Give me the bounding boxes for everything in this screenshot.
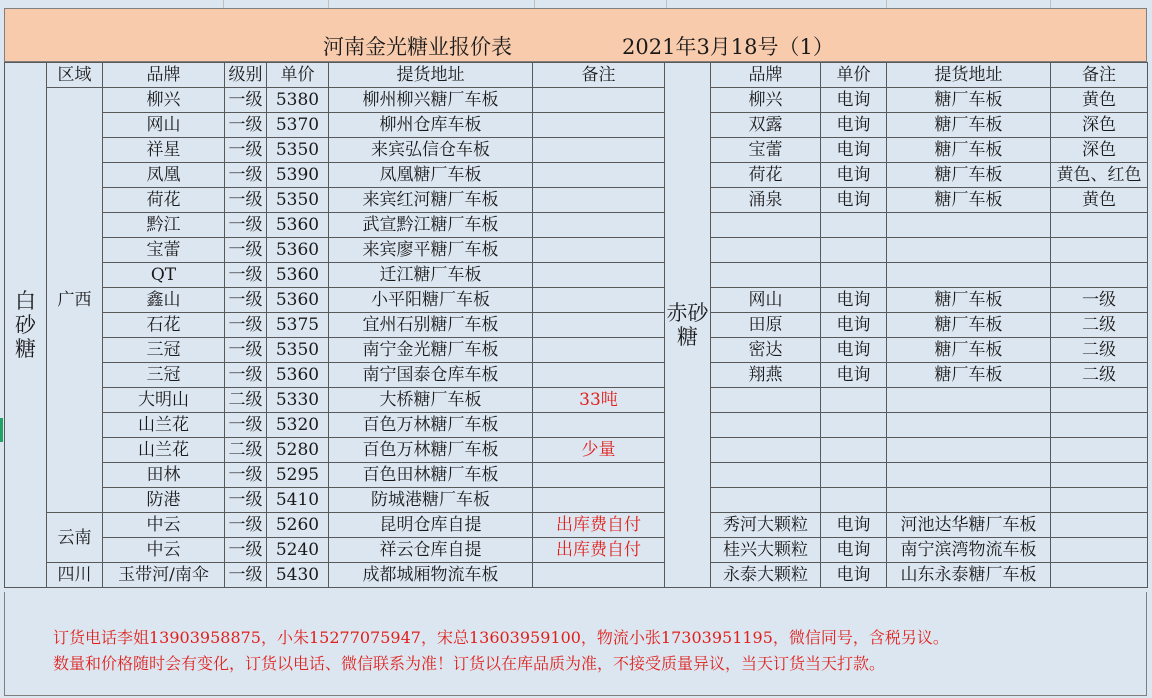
- white-cell-address[interactable]: 祥云仓库自提: [329, 538, 533, 563]
- row-selection-marker: [0, 418, 3, 442]
- white-sugar-section-cell[interactable]: 白砂糖: [5, 63, 47, 588]
- red-cell-address[interactable]: [887, 388, 1051, 413]
- white-cell-address[interactable]: 来宾弘信仓车板: [329, 138, 533, 163]
- red-cell-brand[interactable]: 田原: [711, 313, 821, 338]
- white-cell-note[interactable]: [533, 213, 665, 238]
- table-row: [5, 313, 1148, 338]
- white-cell-price[interactable]: 5295: [267, 463, 329, 488]
- white-cell-brand[interactable]: 鑫山: [103, 288, 225, 313]
- red-cell-brand[interactable]: [711, 488, 821, 513]
- white-cell-price[interactable]: 5240: [267, 538, 329, 563]
- white-cell-brand[interactable]: 山兰花: [103, 438, 225, 463]
- red-header-price[interactable]: 单价: [821, 63, 887, 88]
- white-cell-note[interactable]: 少量: [533, 438, 665, 463]
- white-cell-price[interactable]: 5260: [267, 513, 329, 538]
- white-cell-brand[interactable]: 玉带河/南伞: [103, 563, 225, 588]
- white-cell-note[interactable]: [533, 238, 665, 263]
- white-cell-grade[interactable]: 一级: [225, 188, 267, 213]
- red-cell-note[interactable]: [1051, 388, 1148, 413]
- white-cell-brand[interactable]: 田林: [103, 463, 225, 488]
- gridline: [1050, 0, 1051, 8]
- red-cell-price[interactable]: 电询: [821, 163, 887, 188]
- white-cell-grade[interactable]: 一级: [225, 488, 267, 513]
- red-cell-price[interactable]: 电询: [821, 563, 887, 588]
- table-row: [5, 563, 1148, 588]
- red-cell-price[interactable]: 电询: [821, 538, 887, 563]
- white-cell-grade[interactable]: 一级: [225, 213, 267, 238]
- white-cell-brand[interactable]: 凤凰: [103, 163, 225, 188]
- white-cell-grade[interactable]: 一级: [225, 313, 267, 338]
- white-cell-price[interactable]: 5360: [267, 238, 329, 263]
- red-cell-note[interactable]: 二级: [1051, 313, 1148, 338]
- table-row: [5, 438, 1148, 463]
- gridline: [666, 0, 667, 8]
- header-note[interactable]: 备注: [533, 63, 665, 88]
- white-cell-note[interactable]: 33吨: [533, 388, 665, 413]
- white-cell-brand[interactable]: 石花: [103, 313, 225, 338]
- red-cell-note[interactable]: [1051, 563, 1148, 588]
- white-cell-note[interactable]: [533, 463, 665, 488]
- white-cell-note[interactable]: 出库费自付: [533, 538, 665, 563]
- red-cell-address[interactable]: [887, 413, 1051, 438]
- white-cell-address[interactable]: 百色田林糖厂车板: [329, 463, 533, 488]
- red-cell-note[interactable]: [1051, 213, 1148, 238]
- red-cell-brand[interactable]: [711, 413, 821, 438]
- white-cell-brand[interactable]: 三冠: [103, 363, 225, 388]
- white-cell-note[interactable]: [533, 138, 665, 163]
- red-cell-price[interactable]: [821, 388, 887, 413]
- table-row: [5, 463, 1148, 488]
- white-cell-grade[interactable]: 一级: [225, 513, 267, 538]
- white-cell-grade[interactable]: 一级: [225, 338, 267, 363]
- white-cell-grade[interactable]: 二级: [225, 438, 267, 463]
- red-cell-note[interactable]: [1051, 438, 1148, 463]
- red-cell-price[interactable]: 电询: [821, 363, 887, 388]
- white-cell-address[interactable]: 南宁金光糖厂车板: [329, 338, 533, 363]
- white-cell-price[interactable]: 5280: [267, 438, 329, 463]
- red-cell-note[interactable]: 黄色: [1051, 188, 1148, 213]
- white-cell-brand[interactable]: 黔江: [103, 213, 225, 238]
- region-yunnan[interactable]: 云南: [47, 513, 103, 563]
- red-cell-price[interactable]: [821, 438, 887, 463]
- white-cell-address[interactable]: 小平阳糖厂车板: [329, 288, 533, 313]
- red-cell-address[interactable]: [887, 213, 1051, 238]
- red-cell-address[interactable]: [887, 488, 1051, 513]
- red-cell-address[interactable]: 糖厂车板: [887, 188, 1051, 213]
- note-line-contacts: 订货电话李姐13903958875，小朱15277075947，宋总13603959100，物流小张17303951195，微信同号，含税另议。: [53, 628, 949, 647]
- red-cell-price[interactable]: [821, 413, 887, 438]
- white-cell-note[interactable]: [533, 488, 665, 513]
- red-cell-brand[interactable]: [711, 238, 821, 263]
- table-row: [5, 213, 1148, 238]
- red-cell-price[interactable]: [821, 213, 887, 238]
- white-cell-brand[interactable]: QT: [103, 263, 225, 288]
- white-cell-brand[interactable]: 山兰花: [103, 413, 225, 438]
- white-cell-address[interactable]: 大桥糖厂车板: [329, 388, 533, 413]
- red-cell-brand[interactable]: [711, 388, 821, 413]
- table-row: [5, 88, 1148, 113]
- table-row: [5, 288, 1148, 313]
- red-header-address[interactable]: 提货地址: [887, 63, 1051, 88]
- white-cell-address[interactable]: 柳州柳兴糖厂车板: [329, 88, 533, 113]
- white-cell-address[interactable]: 南宁国泰仓库车板: [329, 363, 533, 388]
- white-cell-price[interactable]: 5430: [267, 563, 329, 588]
- white-cell-brand[interactable]: 三冠: [103, 338, 225, 363]
- white-cell-brand[interactable]: 防港: [103, 488, 225, 513]
- red-cell-price[interactable]: 电询: [821, 288, 887, 313]
- white-cell-price[interactable]: 5360: [267, 213, 329, 238]
- red-cell-note[interactable]: [1051, 238, 1148, 263]
- title-bar[interactable]: [4, 8, 1147, 62]
- white-cell-address[interactable]: 武宣黔江糖厂车板: [329, 213, 533, 238]
- white-cell-address[interactable]: 凤凰糖厂车板: [329, 163, 533, 188]
- red-cell-note[interactable]: 黄色: [1051, 88, 1148, 113]
- red-cell-brand[interactable]: [711, 263, 821, 288]
- white-cell-price[interactable]: 5350: [267, 338, 329, 363]
- red-cell-brand[interactable]: 宝蕾: [711, 138, 821, 163]
- red-header-brand[interactable]: 品牌: [711, 63, 821, 88]
- white-cell-price[interactable]: 5360: [267, 288, 329, 313]
- gridline: [223, 0, 224, 8]
- white-cell-brand[interactable]: 大明山: [103, 388, 225, 413]
- region-sichuan[interactable]: 四川: [47, 563, 103, 588]
- white-cell-grade[interactable]: 一级: [225, 288, 267, 313]
- red-cell-brand[interactable]: 翔燕: [711, 363, 821, 388]
- white-cell-grade[interactable]: 一级: [225, 563, 267, 588]
- red-cell-note[interactable]: 二级: [1051, 338, 1148, 363]
- red-cell-address[interactable]: 南宁滨湾物流车板: [887, 538, 1051, 563]
- red-cell-address[interactable]: 糖厂车板: [887, 138, 1051, 163]
- white-cell-note[interactable]: [533, 313, 665, 338]
- red-cell-note[interactable]: 深色: [1051, 138, 1148, 163]
- region-guangxi[interactable]: 广西: [47, 88, 103, 513]
- white-cell-address[interactable]: 昆明仓库自提: [329, 513, 533, 538]
- white-cell-brand[interactable]: 柳兴: [103, 88, 225, 113]
- white-cell-brand[interactable]: 宝蕾: [103, 238, 225, 263]
- red-cell-address[interactable]: 糖厂车板: [887, 313, 1051, 338]
- table-row: [5, 363, 1148, 388]
- white-cell-note[interactable]: [533, 288, 665, 313]
- table-row: [5, 263, 1148, 288]
- white-cell-grade[interactable]: 一级: [225, 363, 267, 388]
- red-cell-note[interactable]: 二级: [1051, 363, 1148, 388]
- red-cell-price[interactable]: [821, 463, 887, 488]
- white-cell-note[interactable]: [533, 263, 665, 288]
- white-cell-brand[interactable]: 中云: [103, 513, 225, 538]
- white-cell-price[interactable]: 5390: [267, 163, 329, 188]
- gridline: [328, 0, 329, 8]
- table-row: [5, 538, 1148, 563]
- red-cell-brand[interactable]: 荷花: [711, 163, 821, 188]
- table-row: [5, 388, 1148, 413]
- white-cell-address[interactable]: 来宾廖平糖厂车板: [329, 238, 533, 263]
- red-cell-brand[interactable]: [711, 213, 821, 238]
- white-cell-brand[interactable]: 网山: [103, 113, 225, 138]
- white-cell-grade[interactable]: 一级: [225, 88, 267, 113]
- red-cell-price[interactable]: [821, 238, 887, 263]
- white-cell-note[interactable]: [533, 363, 665, 388]
- white-cell-price[interactable]: 5410: [267, 488, 329, 513]
- header-price[interactable]: 单价: [267, 63, 329, 88]
- red-cell-address[interactable]: 糖厂车板: [887, 88, 1051, 113]
- red-cell-note[interactable]: [1051, 263, 1148, 288]
- white-cell-price[interactable]: 5330: [267, 388, 329, 413]
- header-row: [5, 63, 1148, 88]
- white-cell-grade[interactable]: 一级: [225, 113, 267, 138]
- white-cell-price[interactable]: 5350: [267, 138, 329, 163]
- gridline: [886, 0, 887, 8]
- white-cell-note[interactable]: [533, 163, 665, 188]
- table-row: [5, 113, 1148, 138]
- white-cell-price[interactable]: 5370: [267, 113, 329, 138]
- sheet-title: 河南金光糖业报价表: [323, 35, 512, 59]
- white-cell-brand[interactable]: 中云: [103, 538, 225, 563]
- red-cell-address[interactable]: 山东永泰糖厂车板: [887, 563, 1051, 588]
- red-cell-note[interactable]: 一级: [1051, 288, 1148, 313]
- header-brand[interactable]: 品牌: [103, 63, 225, 88]
- note-line-terms: 数量和价格随时会有变化，订货以电话、微信联系为准！订货以在库品质为准，不接受质量异议，当天订货当天打款。: [53, 654, 886, 673]
- red-cell-address[interactable]: [887, 463, 1051, 488]
- white-cell-note[interactable]: [533, 88, 665, 113]
- white-cell-price[interactable]: 5350: [267, 188, 329, 213]
- white-cell-address[interactable]: 柳州仓库车板: [329, 113, 533, 138]
- white-cell-note[interactable]: [533, 338, 665, 363]
- red-cell-price[interactable]: 电询: [821, 338, 887, 363]
- red-cell-price[interactable]: 电询: [821, 313, 887, 338]
- table-row: [5, 488, 1148, 513]
- notes-area[interactable]: [4, 592, 1147, 696]
- red-sugar-section-cell[interactable]: 赤砂糖: [665, 63, 711, 588]
- white-cell-grade[interactable]: 一级: [225, 163, 267, 188]
- white-cell-address[interactable]: 来宾红河糖厂车板: [329, 188, 533, 213]
- red-cell-brand[interactable]: 密达: [711, 338, 821, 363]
- table-row: [5, 188, 1148, 213]
- red-cell-address[interactable]: [887, 238, 1051, 263]
- price-table: [4, 62, 1148, 588]
- red-cell-brand[interactable]: 桂兴大颗粒: [711, 538, 821, 563]
- red-cell-brand[interactable]: [711, 438, 821, 463]
- table-row: [5, 138, 1148, 163]
- red-cell-brand[interactable]: 涌泉: [711, 188, 821, 213]
- red-cell-price[interactable]: 电询: [821, 113, 887, 138]
- table-row: [5, 413, 1148, 438]
- red-cell-brand[interactable]: 双露: [711, 113, 821, 138]
- red-cell-price[interactable]: 电询: [821, 88, 887, 113]
- sheet-date: 2021年3月18号（1）: [622, 35, 834, 59]
- red-cell-brand[interactable]: 柳兴: [711, 88, 821, 113]
- white-cell-note[interactable]: [533, 113, 665, 138]
- red-cell-price[interactable]: [821, 488, 887, 513]
- red-cell-note[interactable]: [1051, 463, 1148, 488]
- white-cell-price[interactable]: 5320: [267, 413, 329, 438]
- red-cell-brand[interactable]: 秀河大颗粒: [711, 513, 821, 538]
- red-cell-note[interactable]: 黄色、红色: [1051, 163, 1148, 188]
- red-cell-address[interactable]: 河池达华糖厂车板: [887, 513, 1051, 538]
- gridline: [534, 0, 535, 8]
- white-cell-grade[interactable]: 二级: [225, 388, 267, 413]
- red-cell-brand[interactable]: 永泰大颗粒: [711, 563, 821, 588]
- red-cell-note[interactable]: [1051, 413, 1148, 438]
- red-cell-brand[interactable]: 网山: [711, 288, 821, 313]
- white-cell-brand[interactable]: 荷花: [103, 188, 225, 213]
- white-cell-note[interactable]: [533, 188, 665, 213]
- header-grade[interactable]: 级别: [225, 63, 267, 88]
- red-header-note[interactable]: 备注: [1051, 63, 1148, 88]
- header-address[interactable]: 提货地址: [329, 63, 533, 88]
- white-cell-grade[interactable]: 一级: [225, 263, 267, 288]
- red-cell-address[interactable]: [887, 438, 1051, 463]
- red-cell-price[interactable]: 电询: [821, 513, 887, 538]
- red-cell-address[interactable]: 糖厂车板: [887, 288, 1051, 313]
- table-row: [5, 238, 1148, 263]
- table-row: [5, 513, 1148, 538]
- white-cell-grade[interactable]: 一级: [225, 413, 267, 438]
- white-cell-grade[interactable]: 一级: [225, 238, 267, 263]
- red-cell-note[interactable]: [1051, 538, 1148, 563]
- red-cell-note[interactable]: [1051, 513, 1148, 538]
- white-cell-address[interactable]: 百色万林糖厂车板: [329, 413, 533, 438]
- white-cell-address[interactable]: 百色万林糖厂车板: [329, 438, 533, 463]
- white-cell-address[interactable]: 防城港糖厂车板: [329, 488, 533, 513]
- white-cell-grade[interactable]: 一级: [225, 538, 267, 563]
- table-row: [5, 338, 1148, 363]
- red-cell-address[interactable]: 糖厂车板: [887, 338, 1051, 363]
- table-row: [5, 163, 1148, 188]
- white-cell-note[interactable]: [533, 413, 665, 438]
- white-cell-address[interactable]: 迁江糖厂车板: [329, 263, 533, 288]
- red-cell-price[interactable]: 电询: [821, 188, 887, 213]
- white-cell-price[interactable]: 5380: [267, 88, 329, 113]
- white-cell-note[interactable]: [533, 563, 665, 588]
- red-cell-note[interactable]: 深色: [1051, 113, 1148, 138]
- white-cell-price[interactable]: 5360: [267, 263, 329, 288]
- red-cell-brand[interactable]: [711, 463, 821, 488]
- white-cell-grade[interactable]: 一级: [225, 463, 267, 488]
- white-cell-brand[interactable]: 祥星: [103, 138, 225, 163]
- red-cell-address[interactable]: 糖厂车板: [887, 113, 1051, 138]
- red-cell-address[interactable]: [887, 263, 1051, 288]
- white-cell-price[interactable]: 5375: [267, 313, 329, 338]
- red-cell-price[interactable]: 电询: [821, 138, 887, 163]
- white-cell-price[interactable]: 5360: [267, 363, 329, 388]
- white-cell-grade[interactable]: 一级: [225, 138, 267, 163]
- red-cell-address[interactable]: 糖厂车板: [887, 163, 1051, 188]
- white-cell-address[interactable]: 宜州石别糖厂车板: [329, 313, 533, 338]
- white-cell-address[interactable]: 成都城厢物流车板: [329, 563, 533, 588]
- red-cell-address[interactable]: 糖厂车板: [887, 363, 1051, 388]
- red-cell-note[interactable]: [1051, 488, 1148, 513]
- header-region[interactable]: 区域: [47, 63, 103, 88]
- white-cell-note[interactable]: 出库费自付: [533, 513, 665, 538]
- red-cell-price[interactable]: [821, 263, 887, 288]
